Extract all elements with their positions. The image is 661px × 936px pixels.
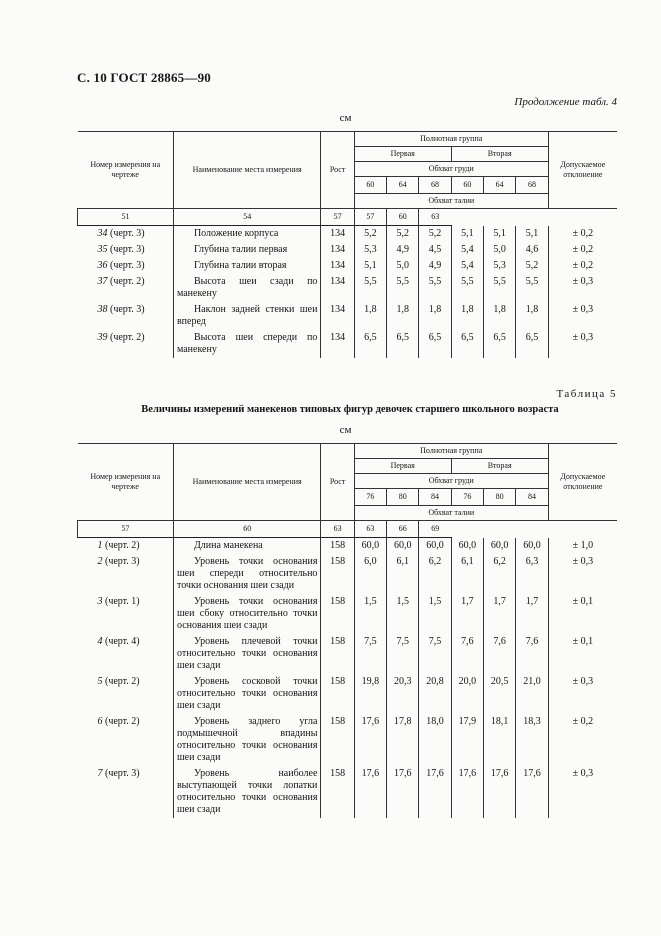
waist-value: 69 [419, 521, 451, 538]
header-group-first: Первая [354, 459, 451, 474]
drawing-reference: (черт. 2) [105, 676, 140, 687]
header-measure-name: Наименование места измерения [173, 132, 320, 209]
measure-number-cell [78, 226, 174, 243]
measure-value: 6,5 [354, 330, 386, 358]
measure-value: 20,5 [484, 674, 516, 714]
measure-name: Уровень заднего угла подмышечной впадины относительно точки основания шеи сзади [173, 714, 320, 766]
measure-value: 17,6 [451, 766, 483, 818]
measure-value: 60,0 [419, 538, 451, 555]
measure-name: Длина манекена [173, 538, 320, 555]
measure-value: 5,0 [387, 258, 419, 274]
measure-value: 4,9 [387, 242, 419, 258]
measure-value: 6,0 [354, 554, 386, 594]
measure-value: 6,3 [516, 554, 548, 594]
measure-name: Положение корпуса [173, 226, 320, 243]
table-row [78, 554, 618, 594]
measure-value: 5,3 [484, 258, 516, 274]
chest-value: 84 [419, 489, 451, 506]
table-row [78, 242, 618, 258]
measure-value: 4,9 [419, 258, 451, 274]
table-row [78, 634, 618, 674]
measure-value: 5,1 [354, 258, 386, 274]
measure-number-cell [78, 634, 174, 674]
measure-value: 7,5 [354, 634, 386, 674]
height-value: 158 [321, 594, 354, 634]
table-row [78, 766, 618, 818]
measure-number-cell [78, 330, 174, 358]
height-value: 158 [321, 538, 354, 555]
chest-value: 64 [484, 177, 516, 194]
drawing-reference: (черт. 3) [110, 244, 145, 255]
header-height: Рост [321, 444, 354, 521]
chest-value: 60 [354, 177, 386, 194]
measure-value: 60,0 [516, 538, 548, 555]
measure-name: Глубина талии вторая [173, 258, 320, 274]
measure-value: 5,0 [484, 242, 516, 258]
measure-name: Уровень точки основания шеи спереди относительно точки основания шеи сзади [173, 554, 320, 594]
measure-value: 60,0 [387, 538, 419, 555]
tolerance-value: ± 0,1 [548, 594, 617, 634]
chest-value: 80 [484, 489, 516, 506]
waist-value: 60 [173, 521, 320, 538]
measure-number: 37 [97, 276, 108, 287]
measure-number: 4 [97, 636, 103, 647]
measure-number-cell [78, 302, 174, 330]
header-height: Рост [321, 132, 354, 209]
table4-unit: см [339, 112, 352, 124]
drawing-reference: (черт. 3) [110, 304, 145, 315]
measure-value: 17,9 [451, 714, 483, 766]
measure-value: 17,6 [354, 766, 386, 818]
measure-value: 7,5 [387, 634, 419, 674]
height-value: 158 [321, 714, 354, 766]
table-row [78, 714, 618, 766]
waist-value: 63 [321, 521, 354, 538]
chest-value: 68 [419, 177, 451, 194]
measure-value: 17,6 [354, 714, 386, 766]
measure-value: 6,5 [484, 330, 516, 358]
measure-number-cell [78, 274, 174, 302]
table-row [78, 594, 618, 634]
measure-number-cell [78, 242, 174, 258]
header-group-second: Вторая [451, 147, 548, 162]
measure-value: 5,3 [354, 242, 386, 258]
measure-value: 6,5 [451, 330, 483, 358]
measure-value: 5,1 [516, 226, 548, 243]
height-value: 158 [321, 766, 354, 818]
chest-value: 76 [451, 489, 483, 506]
measure-name: Уровень наиболее выступающей точки лопатки относительно точки основания шеи сзади [173, 766, 320, 818]
measure-value: 5,1 [451, 226, 483, 243]
measure-value: 5,4 [451, 258, 483, 274]
measure-value: 7,6 [451, 634, 483, 674]
measure-value: 20,0 [451, 674, 483, 714]
table-4-continued [77, 131, 617, 358]
drawing-reference: (черт. 2) [110, 332, 145, 343]
tolerance-value: ± 0,2 [548, 226, 617, 243]
waist-value: 60 [387, 209, 419, 226]
table5-unit: см [339, 424, 352, 436]
measure-value: 7,6 [516, 634, 548, 674]
chest-value: 68 [516, 177, 548, 194]
continuation-label: Продолжение табл. 4 [514, 96, 617, 108]
measure-value: 6,5 [419, 330, 451, 358]
measure-name: Уровень сосковой точки относительно точки основания шеи сзади [173, 674, 320, 714]
header-group-first: Первая [354, 147, 451, 162]
height-value: 134 [321, 274, 354, 302]
waist-value: 57 [321, 209, 354, 226]
measure-value: 17,6 [419, 766, 451, 818]
table-5 [77, 443, 617, 818]
tolerance-value: ± 0,3 [548, 554, 617, 594]
page-header: С. 10 ГОСТ 28865—90 [77, 70, 211, 85]
drawing-reference: (черт. 2) [105, 716, 140, 727]
tolerance-value: ± 0,2 [548, 714, 617, 766]
measure-number-cell [78, 674, 174, 714]
table-row [78, 302, 618, 330]
header-waist: Обхват талии [354, 194, 548, 209]
tolerance-value: ± 0,3 [548, 674, 617, 714]
height-value: 134 [321, 330, 354, 358]
table-row [78, 674, 618, 714]
measure-value: 21,0 [516, 674, 548, 714]
tolerance-value: ± 0,1 [548, 634, 617, 674]
height-value: 134 [321, 242, 354, 258]
measure-value: 5,2 [419, 226, 451, 243]
measure-value: 1,8 [516, 302, 548, 330]
chest-value: 64 [387, 177, 419, 194]
height-value: 158 [321, 674, 354, 714]
drawing-reference: (черт. 4) [105, 636, 140, 647]
table-row [78, 274, 618, 302]
measure-number: 35 [97, 244, 108, 255]
measure-value: 6,2 [419, 554, 451, 594]
measure-value: 17,6 [387, 766, 419, 818]
measure-number: 5 [97, 676, 103, 687]
measure-value: 17,6 [484, 766, 516, 818]
height-value: 134 [321, 226, 354, 243]
measure-value: 6,5 [516, 330, 548, 358]
tolerance-value: ± 0,2 [548, 242, 617, 258]
measure-value: 5,5 [484, 274, 516, 302]
measure-value: 1,8 [354, 302, 386, 330]
chest-value: 60 [451, 177, 483, 194]
measure-name: Высота шеи сзади по манекену [173, 274, 320, 302]
chest-value: 84 [516, 489, 548, 506]
measure-value: 17,6 [516, 766, 548, 818]
measure-value: 5,5 [387, 274, 419, 302]
measure-name: Высота шеи спереди по манекену [173, 330, 320, 358]
waist-value: 63 [354, 521, 386, 538]
height-value: 158 [321, 554, 354, 594]
table-row [78, 258, 618, 274]
measure-value: 17,8 [387, 714, 419, 766]
measure-value: 1,7 [451, 594, 483, 634]
measure-number-cell [78, 766, 174, 818]
measure-number: 7 [97, 768, 103, 779]
height-value: 134 [321, 302, 354, 330]
measure-value: 60,0 [354, 538, 386, 555]
table-row [78, 538, 618, 555]
drawing-reference: (черт. 3) [105, 556, 140, 567]
measure-value: 1,8 [484, 302, 516, 330]
chest-value: 76 [354, 489, 386, 506]
measure-value: 18,3 [516, 714, 548, 766]
height-value: 134 [321, 258, 354, 274]
table5-label: Таблица 5 [556, 388, 617, 400]
waist-value: 57 [354, 209, 386, 226]
header-fullness-group: Полнотная группа [354, 132, 548, 147]
header-chest: Обхват груди [354, 474, 548, 489]
table5-title: Величины измерений манекенов типовых фигур девочек старшего школьного возраста [141, 404, 559, 415]
measure-number-cell [78, 538, 174, 555]
tolerance-value: ± 0,3 [548, 330, 617, 358]
measure-number: 34 [97, 228, 108, 239]
measure-value: 4,5 [419, 242, 451, 258]
measure-value: 20,3 [387, 674, 419, 714]
table-row [78, 226, 618, 243]
measure-number: 3 [97, 596, 103, 607]
measure-value: 7,5 [419, 634, 451, 674]
tolerance-value: ± 1,0 [548, 538, 617, 555]
measure-number: 6 [97, 716, 103, 727]
measure-value: 5,5 [354, 274, 386, 302]
measure-value: 18,0 [419, 714, 451, 766]
waist-value: 66 [387, 521, 419, 538]
measure-value: 7,6 [484, 634, 516, 674]
measure-value: 6,1 [451, 554, 483, 594]
measure-value: 1,5 [387, 594, 419, 634]
measure-value: 4,6 [516, 242, 548, 258]
measure-value: 6,5 [387, 330, 419, 358]
measure-value: 60,0 [484, 538, 516, 555]
measure-value: 1,8 [451, 302, 483, 330]
measure-number: 36 [97, 260, 108, 271]
measure-number: 39 [97, 332, 108, 343]
drawing-reference: (черт. 2) [105, 540, 140, 551]
waist-value: 57 [78, 521, 174, 538]
height-value: 158 [321, 634, 354, 674]
waist-value: 51 [78, 209, 174, 226]
waist-value: 63 [419, 209, 451, 226]
drawing-reference: (черт. 2) [110, 276, 145, 287]
header-tolerance: Допускаемое отклонение [548, 132, 617, 209]
measure-value: 1,8 [419, 302, 451, 330]
header-tolerance: Допускаемое отклонение [548, 444, 617, 521]
measure-number-cell [78, 714, 174, 766]
measure-value: 5,5 [516, 274, 548, 302]
table-row [78, 330, 618, 358]
measure-value: 19,8 [354, 674, 386, 714]
measure-name: Наклон задней стенки шеи вперед [173, 302, 320, 330]
measure-value: 5,4 [451, 242, 483, 258]
drawing-reference: (черт. 3) [110, 260, 145, 271]
measure-value: 1,5 [354, 594, 386, 634]
header-measure-num: Номер измерения на чертеже [78, 444, 174, 521]
measure-number: 1 [97, 540, 103, 551]
tolerance-value: ± 0,3 [548, 766, 617, 818]
tolerance-value: ± 0,3 [548, 274, 617, 302]
measure-value: 5,2 [354, 226, 386, 243]
drawing-reference: (черт. 1) [105, 596, 140, 607]
measure-value: 1,8 [387, 302, 419, 330]
measure-number-cell [78, 258, 174, 274]
measure-value: 1,5 [419, 594, 451, 634]
measure-number: 2 [97, 556, 103, 567]
measure-value: 18,1 [484, 714, 516, 766]
measure-value: 6,1 [387, 554, 419, 594]
measure-value: 1,7 [516, 594, 548, 634]
measure-name: Уровень плечевой точки относительно точки основания шеи сзади [173, 634, 320, 674]
header-measure-name: Наименование места измерения [173, 444, 320, 521]
waist-value: 54 [173, 209, 320, 226]
measure-value: 60,0 [451, 538, 483, 555]
drawing-reference: (черт. 3) [110, 228, 145, 239]
measure-value: 1,7 [484, 594, 516, 634]
measure-value: 5,5 [419, 274, 451, 302]
measure-value: 6,2 [484, 554, 516, 594]
header-group-second: Вторая [451, 459, 548, 474]
measure-value: 5,2 [387, 226, 419, 243]
measure-value: 5,1 [484, 226, 516, 243]
measure-number-cell [78, 554, 174, 594]
measure-value: 5,2 [516, 258, 548, 274]
measure-value: 20,8 [419, 674, 451, 714]
measure-number-cell [78, 594, 174, 634]
measure-number: 38 [97, 304, 108, 315]
measure-name: Уровень точки основания шеи сбоку относительно точки основания шеи сзади [173, 594, 320, 634]
tolerance-value: ± 0,3 [548, 302, 617, 330]
header-chest: Обхват груди [354, 162, 548, 177]
tolerance-value: ± 0,2 [548, 258, 617, 274]
header-waist: Обхват талии [354, 506, 548, 521]
measure-name: Глубина талии первая [173, 242, 320, 258]
header-fullness-group: Полнотная группа [354, 444, 548, 459]
header-measure-num: Номер измерения на чертеже [78, 132, 174, 209]
drawing-reference: (черт. 3) [105, 768, 140, 779]
measure-value: 5,5 [451, 274, 483, 302]
chest-value: 80 [387, 489, 419, 506]
